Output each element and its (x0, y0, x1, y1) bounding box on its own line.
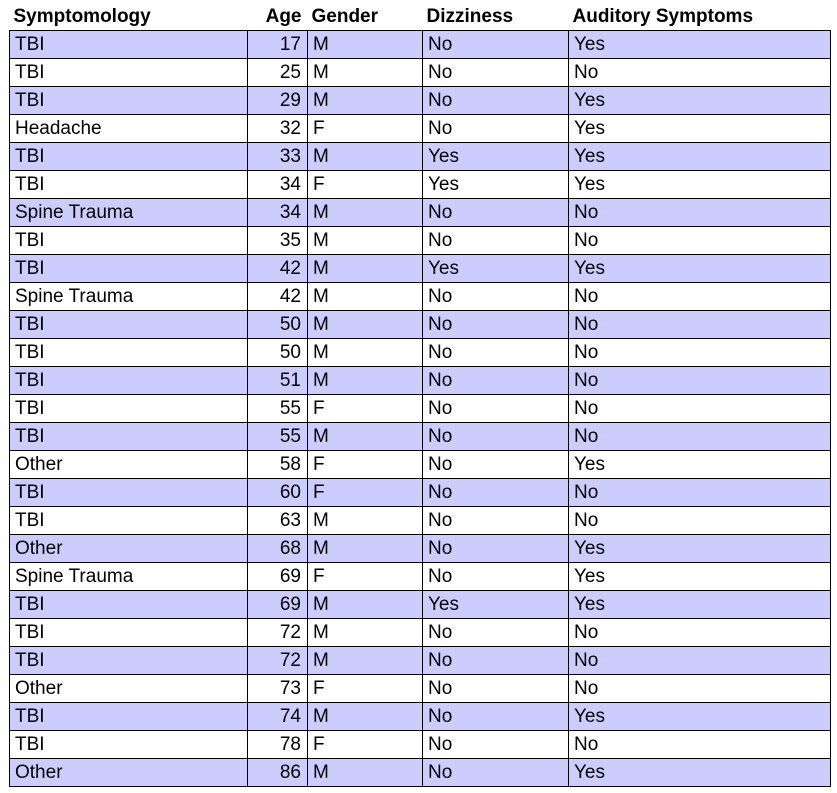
dizziness-cell: No (423, 227, 569, 255)
age-cell: 86 (248, 759, 308, 787)
auditory-symptoms-cell: No (569, 59, 831, 87)
table-row (10, 591, 831, 619)
symptomology-cell: TBI (10, 647, 248, 675)
symptomology-cell: TBI (10, 59, 248, 87)
gender-cell: M (308, 507, 423, 535)
gender-cell: M (308, 311, 423, 339)
auditory-symptoms-cell: Yes (569, 535, 831, 563)
gender-cell: M (308, 619, 423, 647)
age-cell: 74 (248, 703, 308, 731)
table-row (10, 507, 831, 535)
symptomology-cell: TBI (10, 619, 248, 647)
table-row (10, 199, 831, 227)
symptomology-cell: TBI (10, 731, 248, 759)
auditory-symptoms-cell: No (569, 647, 831, 675)
symptomology-cell: TBI (10, 507, 248, 535)
header-auditory-symptoms: Auditory Symptoms (569, 4, 831, 31)
table-row (10, 479, 831, 507)
age-cell: 35 (248, 227, 308, 255)
dizziness-cell: No (423, 451, 569, 479)
table-row (10, 255, 831, 283)
table-row (10, 731, 831, 759)
auditory-symptoms-cell: No (569, 675, 831, 703)
symptomology-cell: TBI (10, 311, 248, 339)
table-row (10, 675, 831, 703)
table-body (10, 31, 831, 787)
dizziness-cell: No (423, 535, 569, 563)
table-row (10, 283, 831, 311)
symptomology-cell: TBI (10, 87, 248, 115)
dizziness-cell: No (423, 731, 569, 759)
auditory-symptoms-cell: Yes (569, 591, 831, 619)
age-cell: 72 (248, 647, 308, 675)
dizziness-cell: No (423, 339, 569, 367)
symptomology-cell: TBI (10, 227, 248, 255)
age-cell: 55 (248, 395, 308, 423)
auditory-symptoms-cell: Yes (569, 563, 831, 591)
auditory-symptoms-cell: No (569, 367, 831, 395)
dizziness-cell: No (423, 199, 569, 227)
age-cell: 25 (248, 59, 308, 87)
auditory-symptoms-cell: Yes (569, 31, 831, 59)
dizziness-cell: No (423, 507, 569, 535)
dizziness-cell: No (423, 479, 569, 507)
symptomology-cell: Other (10, 759, 248, 787)
table-row (10, 647, 831, 675)
table-row (10, 31, 831, 59)
dizziness-cell: No (423, 423, 569, 451)
gender-cell: F (308, 563, 423, 591)
symptomology-cell: Other (10, 451, 248, 479)
auditory-symptoms-cell: No (569, 339, 831, 367)
gender-cell: F (308, 675, 423, 703)
table-row (10, 339, 831, 367)
age-cell: 50 (248, 311, 308, 339)
gender-cell: F (308, 171, 423, 199)
age-cell: 78 (248, 731, 308, 759)
table-row (10, 703, 831, 731)
auditory-symptoms-cell: Yes (569, 143, 831, 171)
auditory-symptoms-cell: No (569, 479, 831, 507)
header-symptomology: Symptomology (10, 4, 248, 31)
age-cell: 73 (248, 675, 308, 703)
dizziness-cell: Yes (423, 171, 569, 199)
gender-cell: M (308, 339, 423, 367)
age-cell: 63 (248, 507, 308, 535)
auditory-symptoms-cell: No (569, 311, 831, 339)
age-cell: 58 (248, 451, 308, 479)
dizziness-cell: Yes (423, 143, 569, 171)
age-cell: 33 (248, 143, 308, 171)
symptomology-cell: Spine Trauma (10, 199, 248, 227)
symptomology-cell: TBI (10, 171, 248, 199)
dizziness-cell: Yes (423, 591, 569, 619)
header-row (10, 4, 831, 31)
gender-cell: M (308, 255, 423, 283)
dizziness-cell: No (423, 395, 569, 423)
table-row (10, 59, 831, 87)
gender-cell: M (308, 199, 423, 227)
gender-cell: M (308, 227, 423, 255)
symptomology-cell: TBI (10, 255, 248, 283)
age-cell: 69 (248, 591, 308, 619)
symptomology-cell: TBI (10, 339, 248, 367)
gender-cell: M (308, 283, 423, 311)
symptomology-table (9, 4, 831, 787)
dizziness-cell: No (423, 115, 569, 143)
age-cell: 69 (248, 563, 308, 591)
gender-cell: M (308, 87, 423, 115)
table-row (10, 367, 831, 395)
auditory-symptoms-cell: No (569, 731, 831, 759)
auditory-symptoms-cell: No (569, 423, 831, 451)
age-cell: 29 (248, 87, 308, 115)
gender-cell: M (308, 759, 423, 787)
auditory-symptoms-cell: Yes (569, 703, 831, 731)
gender-cell: F (308, 479, 423, 507)
table-row (10, 535, 831, 563)
age-cell: 68 (248, 535, 308, 563)
dizziness-cell: No (423, 619, 569, 647)
table-row (10, 311, 831, 339)
table-row (10, 143, 831, 171)
auditory-symptoms-cell: No (569, 199, 831, 227)
dizziness-cell: No (423, 647, 569, 675)
symptomology-cell: TBI (10, 367, 248, 395)
symptomology-cell: Other (10, 675, 248, 703)
gender-cell: M (308, 367, 423, 395)
age-cell: 17 (248, 31, 308, 59)
table-row (10, 451, 831, 479)
dizziness-cell: No (423, 87, 569, 115)
auditory-symptoms-cell: No (569, 227, 831, 255)
gender-cell: M (308, 31, 423, 59)
gender-cell: M (308, 59, 423, 87)
symptomology-cell: TBI (10, 591, 248, 619)
age-cell: 55 (248, 423, 308, 451)
header-dizziness: Dizziness (423, 4, 569, 31)
dizziness-cell: No (423, 311, 569, 339)
auditory-symptoms-cell: No (569, 395, 831, 423)
table-row (10, 759, 831, 787)
gender-cell: M (308, 703, 423, 731)
dizziness-cell: No (423, 283, 569, 311)
dizziness-cell: No (423, 31, 569, 59)
table-row (10, 171, 831, 199)
auditory-symptoms-cell: No (569, 619, 831, 647)
header-gender: Gender (308, 4, 423, 31)
auditory-symptoms-cell: Yes (569, 451, 831, 479)
dizziness-cell: No (423, 675, 569, 703)
auditory-symptoms-cell: Yes (569, 171, 831, 199)
symptomology-cell: TBI (10, 143, 248, 171)
age-cell: 34 (248, 199, 308, 227)
symptomology-cell: TBI (10, 423, 248, 451)
gender-cell: F (308, 731, 423, 759)
dizziness-cell: Yes (423, 255, 569, 283)
gender-cell: M (308, 647, 423, 675)
age-cell: 34 (248, 171, 308, 199)
dizziness-cell: No (423, 59, 569, 87)
age-cell: 42 (248, 255, 308, 283)
symptomology-cell: TBI (10, 395, 248, 423)
auditory-symptoms-cell: Yes (569, 115, 831, 143)
table-row (10, 423, 831, 451)
symptomology-cell: TBI (10, 703, 248, 731)
auditory-symptoms-cell: Yes (569, 87, 831, 115)
symptomology-cell: Other (10, 535, 248, 563)
gender-cell: M (308, 423, 423, 451)
age-cell: 72 (248, 619, 308, 647)
dizziness-cell: No (423, 367, 569, 395)
table-row (10, 395, 831, 423)
symptomology-cell: Headache (10, 115, 248, 143)
gender-cell: F (308, 451, 423, 479)
table-row (10, 563, 831, 591)
auditory-symptoms-cell: Yes (569, 255, 831, 283)
symptomology-cell: TBI (10, 479, 248, 507)
symptomology-cell: Spine Trauma (10, 283, 248, 311)
age-cell: 60 (248, 479, 308, 507)
symptomology-cell: TBI (10, 31, 248, 59)
auditory-symptoms-cell: No (569, 507, 831, 535)
table-row (10, 227, 831, 255)
symptomology-cell: Spine Trauma (10, 563, 248, 591)
header-age: Age (248, 4, 308, 31)
gender-cell: M (308, 143, 423, 171)
table-row (10, 87, 831, 115)
age-cell: 42 (248, 283, 308, 311)
dizziness-cell: No (423, 759, 569, 787)
gender-cell: M (308, 535, 423, 563)
table-row (10, 619, 831, 647)
age-cell: 51 (248, 367, 308, 395)
age-cell: 32 (248, 115, 308, 143)
table-row (10, 115, 831, 143)
age-cell: 50 (248, 339, 308, 367)
auditory-symptoms-cell: No (569, 283, 831, 311)
gender-cell: F (308, 115, 423, 143)
dizziness-cell: No (423, 703, 569, 731)
auditory-symptoms-cell: Yes (569, 759, 831, 787)
dizziness-cell: No (423, 563, 569, 591)
gender-cell: F (308, 395, 423, 423)
gender-cell: M (308, 591, 423, 619)
